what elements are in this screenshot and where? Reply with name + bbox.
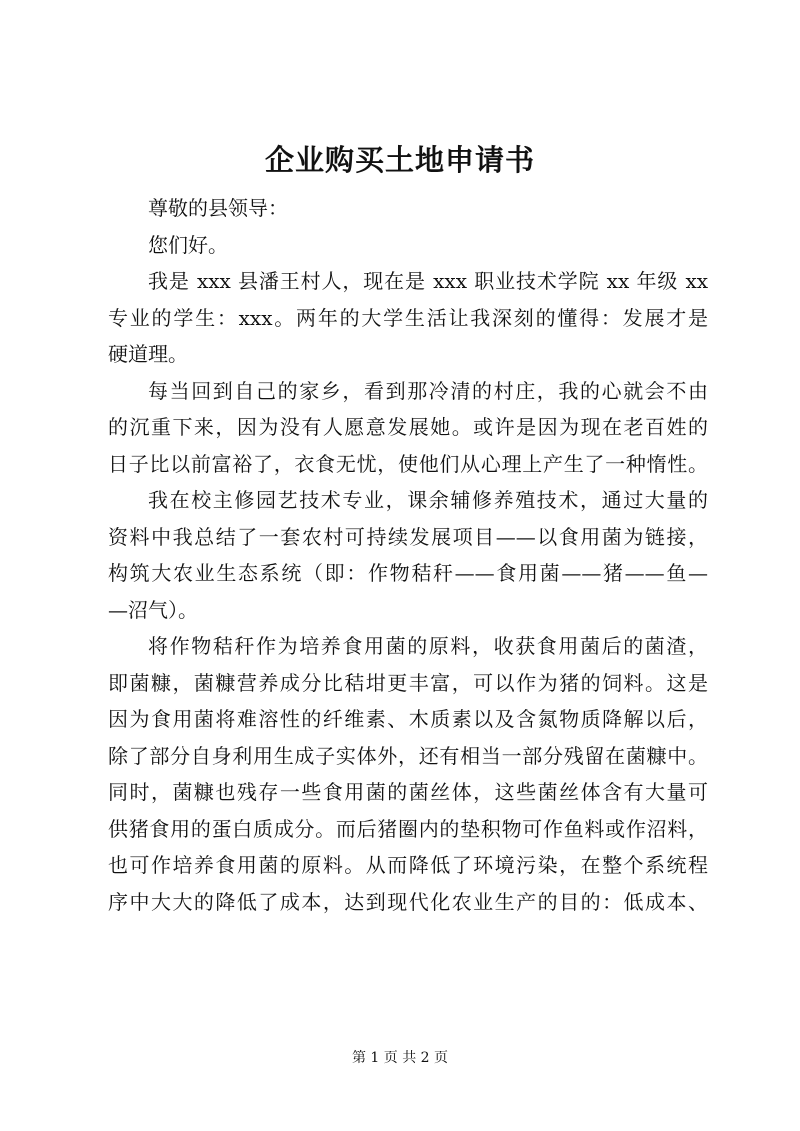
greeting-paragraph — [108, 227, 708, 264]
text-line: 资料中我总结了一套农村可持续发展项目——以食用菌为链接， — [108, 524, 708, 549]
intro-paragraph — [108, 263, 708, 373]
text-line: 将作物秸秆作为培养食用菌的原料，收获食用菌后的菌渣， — [148, 634, 708, 658]
text-line: 即菌糠，菌糠营养成分比秸坩更丰富，可以作为猪的饲料。这是 — [108, 670, 708, 695]
salutation-paragraph — [108, 190, 708, 227]
text-line: 因为食用菌将难溶性的纤维素、木质素以及含氮物质降解以后， — [108, 707, 708, 731]
page-title: 企业购买土地申请书 — [264, 143, 535, 177]
text-line: 除了部分自身利用生成子实体外，还有相当一部分残留在菌糠中。 — [108, 743, 708, 768]
text-line: 也可作培养食用菌的原料。从而降低了环境污染，在整个系统程 — [108, 853, 708, 877]
text-line: 日子比以前富裕了，衣食无忧，使他们从心理上产生了一种惰性。 — [108, 451, 708, 476]
process-paragraph — [108, 628, 708, 920]
text-line: 我在校主修园艺技术专业，课余辅修养殖技术，通过大量的 — [148, 488, 708, 512]
project-paragraph — [108, 482, 708, 628]
greeting-line: 您们好。 — [148, 232, 228, 257]
text-line: 供猪食用的蛋白质成分。而后猪圈内的垫积物可作鱼料或作沼料， — [108, 816, 708, 841]
document-body — [108, 190, 708, 920]
salutation-line: 尊敬的县领导： — [148, 196, 288, 220]
page-footer: 第 1 页 共 2 页 — [351, 1050, 449, 1066]
text-line: 每当回到自己的家乡，看到那冷清的村庄，我的心就会不由 — [148, 378, 708, 403]
text-line: 我是 xxx 县潘王村人，现在是 xxx 职业技术学院 xx 年级 xx — [148, 269, 708, 293]
text-line: 同时，菌糠也残存一些食用菌的菌丝体，这些菌丝体含有大量可 — [108, 780, 708, 804]
text-line: —沼气）。 — [108, 597, 198, 622]
text-line: 硬道理。 — [108, 342, 188, 366]
text-line: 序中大大的降低了成本，达到现代化农业生产的目的：低成本、 — [108, 889, 708, 914]
text-line: 专业的学生：xxx。两年的大学生活让我深刻的懂得：发展才是 — [108, 305, 708, 330]
text-line: 的沉重下来，因为没有人愿意发展她。或许是因为现在老百姓的 — [108, 415, 708, 439]
text-line: 构筑大农业生态系统（即：作物秸秆——食用菌——猪——鱼— — [108, 561, 708, 585]
hometown-paragraph — [108, 373, 708, 483]
